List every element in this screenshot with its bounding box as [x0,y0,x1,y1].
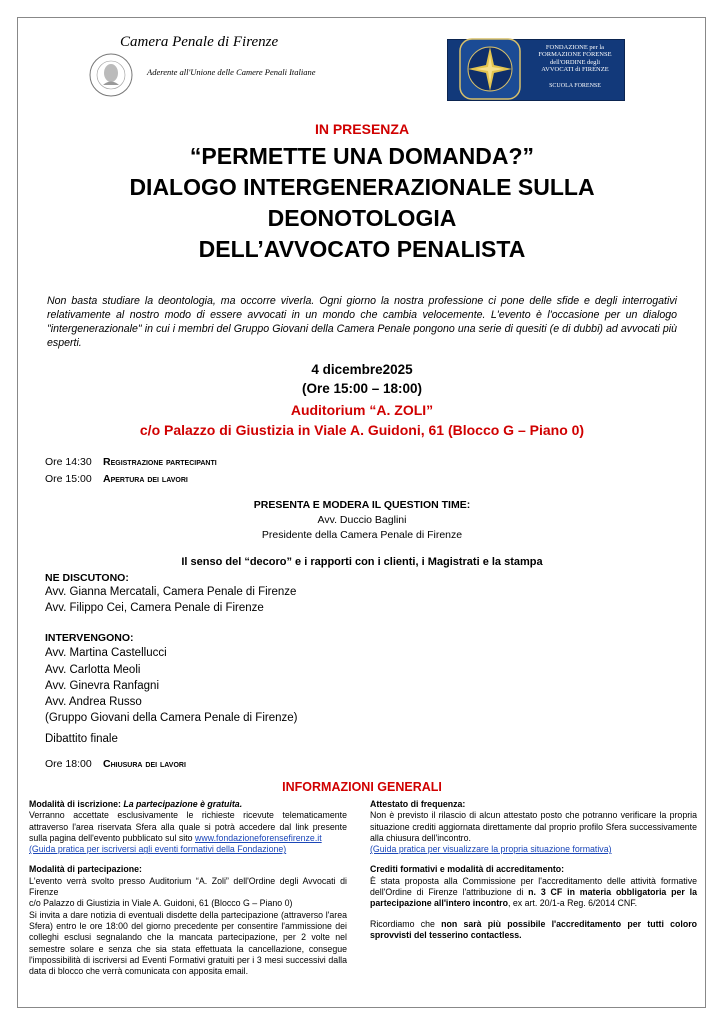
event-date: 4 dicembre2025 [311,362,413,377]
moderator-heading: PRESENTA E MODERA IL QUESTION TIME: [253,499,471,511]
schedule-label: Apertura dei lavori [103,473,188,485]
speakers-heading: INTERVENGONO: [45,632,134,644]
attendance-guide-link[interactable]: (Guida pratica per visualizzare la propria situazione formativa) [370,844,612,855]
session-topic: Il senso del “decoro” e i rapporti con i clienti, i Magistrati e la stampa [181,556,543,568]
event-title-line-3: DEONOTOLOGIA [267,205,457,231]
credits-reminder-bold: non sarà più possibile l'accreditamento per tutti coloro sprovvisti del tesserino contactless. [370,918,697,940]
schedule-time: Ore 18:00 [45,758,92,770]
registration-heading: Modalità di iscrizione [29,799,118,809]
registration-guide-link[interactable]: (Guida pratica per iscriversi agli eventi formativi della Fondazione) [29,844,287,855]
final-debate: Dibattito finale [45,733,118,745]
schedule-item [45,473,188,485]
schedule-time: Ore 14:30 [45,456,92,468]
foundation-school: SCUOLA FORENSE [549,83,601,89]
credits-reminder: Ricordiamo che [370,918,442,929]
speaker-name: Avv. Martina Castellucci [45,647,167,659]
event-address: c/o Palazzo di Giustizia in Viale A. Guidoni, 61 (Blocco G – Piano 0) [139,422,585,438]
attendance-heading: Attestato di frequenza: [370,799,466,809]
moderator-role: Presidente della Camera Penale di Firenze [261,529,463,541]
speaker-name: Avv. Ginevra Ranfagni [45,680,159,692]
foundation-name: FONDAZIONE per la FORMAZIONE FORENSE dell'ORDINE degli AVVOCATI di FIRENZE [538,44,612,74]
org-subtitle: Aderente all'Unione delle Camere Penali Italiane [147,67,316,77]
camera-penale-seal-icon [88,52,134,98]
event-time: (Ore 15:00 – 18:00) [301,381,423,396]
participation-line-1: L'evento verrà svolto presso Auditorium “A. Zoli” dell'Ordine degli Avvocati di Firenze [29,875,347,898]
credits-heading: Crediti formativi e modalità di accreditamento: [370,864,565,875]
registration-body: Verranno accettate esclusivamente le richieste ricevute telematicamente attraverso l'area riservata Sfera alla quale si potrà accedere dal link presente sulla pagina dell'evento pubblicato sul sito [29,810,347,843]
participation-line-2: c/o Palazzo di Giustizia in Viale A. Guidoni, 61 (Blocco G – Piano 0) [29,898,293,909]
info-right-column [370,799,697,941]
registration-note: La partecipazione è gratuita. [123,799,243,809]
discussant-name: Avv. Filippo Cei, Camera Penale di Firenze [45,602,264,614]
event-intro: Non basta studiare la deontologia, ma occorre viverla. Ogni giorno la nostra professione ci pone delle sfide e degli interrogativi relativamente al nostro modo di essere avvocati in un mondo che cambia velocemente. L'evento è l'occasione per un dialogo "intergenerazionale" in cui i membri del Gruppo Giovani della Camera Penale pongono una serie di quesiti (e di dubbi) ad avvocati più esperti. [47,295,677,349]
event-title-line-2: DIALOGO INTERGENERAZIONALE SULLA [129,174,595,200]
attendance-body: Non è previsto il rilascio di alcun attestato posto che potranno verificare la propria situazione crediti aggiornata direttamente dal proprio profilo Sfera successivamente alla chiusura dell'incontro. [370,810,697,843]
credits-regulation: , ex art. 20/1-a Reg. 6/2014 CNF. [507,898,638,909]
moderator-name: Avv. Duccio Baglini [317,514,407,526]
event-title-line-4: DELL’AVVOCATO PENALISTA [198,236,526,262]
info-title: INFORMAZIONI GENERALI [282,780,442,794]
schedule-label: Chiusura dei lavori [103,758,186,770]
schedule-label: Registrazione partecipanti [103,456,217,468]
foundation-site-link[interactable]: www.fondazioneforensefirenze.it [195,832,322,843]
event-venue: Auditorium “A. ZOLI” [290,402,434,418]
discussants-heading: NE DISCUTONO: [45,572,129,584]
participation-body: Si invita a dare notizia di eventuali disdette della partecipazione (attraverso l'area Sfera) entro le ore 18:00 del giorno precedente per consentire l'ammissione dei colleghi esclusi segnalando che la mancata partecipazione, per 2 volte nel semestre solare e senza che sia stata effettuata la cancellazione, consegue l'impossibilità di iscriversi ad Eventi Formativi gratuiti per i 3 mesi successivi dalla data di blocco che verrà comunicata con apposita email. [29,909,347,977]
credits-amount: n. 3 CF in materia obbligatoria per la partecipazione all'intero incontro [370,887,697,909]
event-title-line-1: “PERMETTE UNA DOMANDA?” [189,143,535,169]
schedule-item [45,456,217,468]
compass-rose-icon [458,37,522,101]
org-name: Camera Penale di Firenze [120,34,279,50]
schedule-item [45,758,186,770]
speaker-name: Avv. Andrea Russo [45,696,142,708]
schedule-time: Ore 15:00 [45,473,92,485]
event-mode: IN PRESENZA [314,121,410,137]
info-left-column: Modalità di iscrizione: La partecipazione è gratuita. Verranno accettate esclusivamente le richieste ricevute telematicamente attraverso l'area riservata Sfera alla quale si potrà accedere dal link presente sulla pagina dell'evento pubblicato sul sito www.fondazioneforensefirenze.it (Guida pratica per iscriversi agli eventi formativi della Fondazione) Modalità di partecipazione: L'evento verrà svolto presso Auditorium “A. Zoli” dell'Ordine degli Avvocati di Firenze c/o Palazzo di Giustizia in Viale A. Guidoni, 61 (Blocco G – Piano 0) Si invita a dare notizia di eventuali disdette della partecipazione (attraverso l'area Sfera) entro le ore 18:00 del giorno precedente per consentire l'ammissione dei colleghi esclusi segnalando che la mancata partecipazione, per 2 volte nel semestre solare e senza che sia stata effettuata la cancellazione, consegue l'impossibilità di iscriversi ad Eventi Formativi gratuiti per i 3 mesi successivi dalla data di blocco che verrà comunicata con apposita email. [29,799,347,977]
credits-body: È stata proposta alla Commissione per l'accreditamento delle attività formative dell'Ordine di Firenze l'attribuzione di [370,875,697,898]
discussant-name: Avv. Gianna Mercatali, Camera Penale di Firenze [45,586,297,598]
speaker-name: Avv. Carlotta Meoli [45,664,141,676]
speakers-group: (Gruppo Giovani della Camera Penale di Firenze) [45,712,298,724]
participation-heading: Modalità di partecipazione: [29,864,142,875]
